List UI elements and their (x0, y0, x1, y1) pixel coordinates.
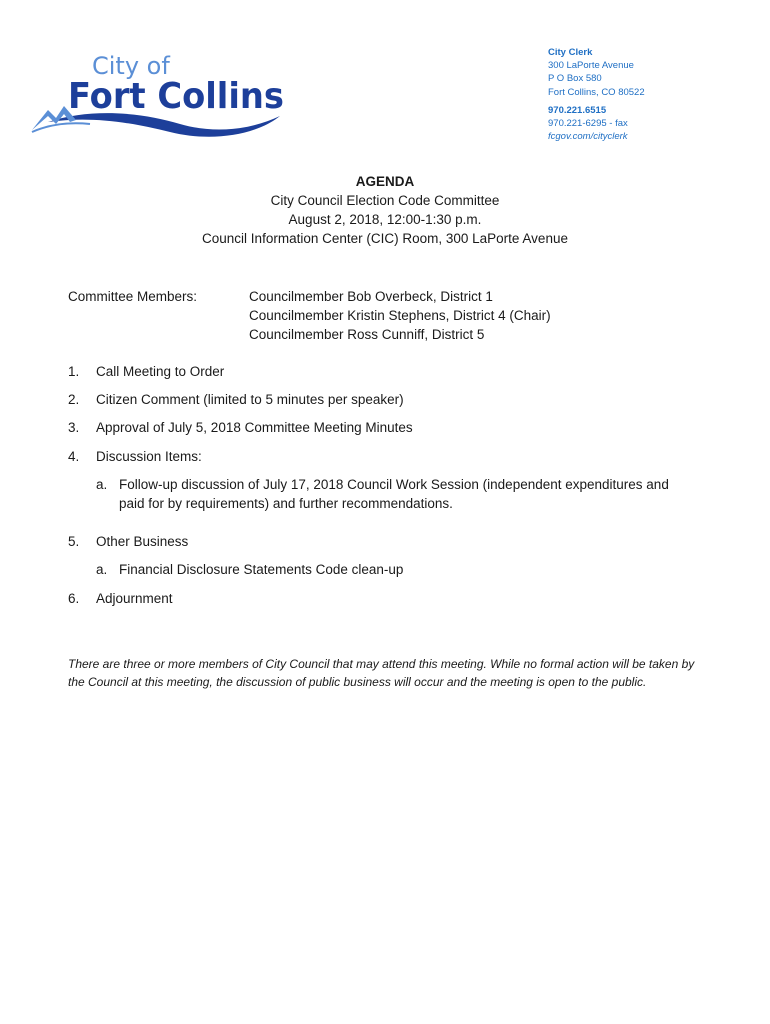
agenda-subitem-letter: a. (96, 562, 108, 577)
agenda-item-number: 5. (68, 534, 80, 549)
agenda-item-number: 6. (68, 591, 80, 606)
agenda-item-text: Other Business (96, 534, 189, 549)
committee-member: Councilmember Kristin Stephens, District 4 (Chair) (249, 308, 551, 323)
logo-fort-collins: Fort Collins (68, 76, 284, 117)
meeting-location: Council Information Center (CIC) Room, 300 LaPorte Avenue (202, 231, 568, 246)
logo-city-of: City of (92, 52, 170, 80)
agenda-subitem-text: Follow-up discussion of July 17, 2018 Council Work Session (independent expenditures and paid for by requirements) and further recommendations. (119, 477, 669, 511)
agenda-title: AGENDA (355, 174, 415, 189)
contact-block (548, 46, 645, 143)
committee-member: Councilmember Ross Cunniff, District 5 (249, 327, 485, 342)
contact-url[interactable]: fcgov.com/cityclerk (548, 131, 628, 143)
contact-title: City Clerk (548, 47, 593, 58)
agenda-item-number: 1. (68, 364, 80, 379)
contact-fax: 970.221-6295 - fax (548, 118, 628, 130)
city-logo-graphic (30, 50, 292, 142)
agenda-subitem-text: Financial Disclosure Statements Code clean-up (119, 562, 404, 577)
agenda-item-text: Call Meeting to Order (96, 364, 225, 379)
committee-name: City Council Election Code Committee (270, 193, 500, 208)
agenda-item-text: Adjournment (96, 591, 173, 606)
public-notice: There are three or more members of City Council that may attend this meeting. While no formal action will be taken by the Council at this meeting, the discussion of public business will occur and the meeting is open to the public. (68, 657, 695, 689)
city-logo (30, 50, 292, 142)
committee-members-label: Committee Members: (68, 289, 198, 304)
meeting-datetime: August 2, 2018, 12:00-1:30 p.m. (288, 212, 482, 227)
committee-members-list (249, 287, 551, 344)
contact-address-line-2: P O Box 580 (548, 73, 602, 85)
contact-address-line-1: 300 LaPorte Avenue (548, 60, 634, 72)
committee-member: Councilmember Bob Overbeck, District 1 (249, 289, 493, 304)
agenda-item-text: Approval of July 5, 2018 Committee Meeting Minutes (96, 420, 413, 435)
agenda-item-number: 3. (68, 420, 80, 435)
agenda-item-number: 4. (68, 449, 80, 464)
agenda-heading (0, 172, 770, 248)
contact-phone: 970.221.6515 (548, 104, 607, 116)
agenda-item-text: Discussion Items: (96, 449, 202, 464)
agenda-item-text: Citizen Comment (limited to 5 minutes per speaker) (96, 392, 404, 407)
agenda-item-number: 2. (68, 392, 80, 407)
agenda-subitem-letter: a. (96, 477, 108, 492)
contact-address-line-3: Fort Collins, CO 80522 (548, 86, 645, 98)
